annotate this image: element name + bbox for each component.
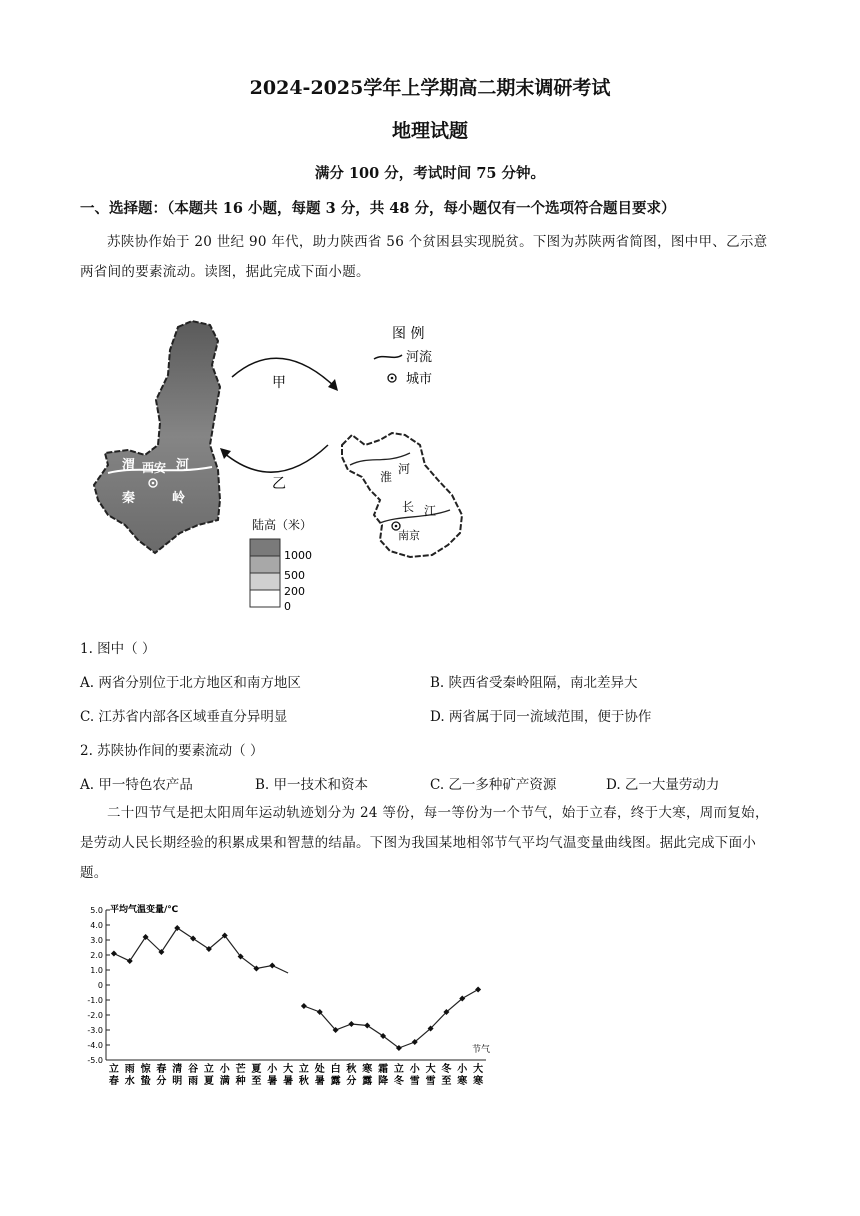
x-tick-label: 暑 (283, 1076, 294, 1087)
x-tick-label: 降 (378, 1076, 389, 1087)
q1-option-b[interactable]: B. 陕西省受秦岭阻隔，南北差异大 (430, 675, 638, 691)
label-jia: 甲 (272, 375, 286, 391)
y-tick-label: -3.0 (87, 1026, 103, 1035)
q2-option-d[interactable]: D. 乙一大量劳动力 (606, 777, 720, 793)
elevation-label-1000: 1000 (284, 549, 312, 562)
x-tick-label: 春 (108, 1076, 119, 1087)
y-tick-label: 2.0 (90, 951, 103, 960)
legend-title: 图 例 (392, 326, 425, 342)
x-tick-label: 暑 (314, 1076, 325, 1087)
x-tick-label: 霜 (378, 1064, 389, 1075)
passage-1: 苏陕协作始于 20 世纪 90 年代，助力陕西省 56 个贫困县实现脱贫。下图为苏陕两省简图，图中甲、乙示意两省间的要素流动。读图，据此完成下面小题。 (80, 234, 768, 280)
map-figure (80, 305, 500, 625)
x-tick-label: 芒 (235, 1064, 246, 1075)
data-point (111, 951, 117, 957)
subject-title: 地理试题 (391, 120, 468, 142)
x-tick-label: 明 (172, 1076, 183, 1087)
section-heading: 一、选择题：（本题共 16 小题，每题 3 分，共 48 分，每小题仅有一个选项符合题目要求） (80, 200, 676, 217)
x-tick-label: 小 (219, 1064, 230, 1075)
x-tick-label: 寒 (473, 1076, 484, 1087)
q2-option-c[interactable]: C. 乙一多种矿产资源 (430, 777, 557, 793)
x-tick-label: 清 (172, 1064, 183, 1075)
x-tick-label: 种 (235, 1076, 246, 1087)
x-tick-label: 水 (124, 1076, 135, 1087)
x-tick-label: 秋 (298, 1076, 309, 1087)
x-tick-label: 满 (219, 1076, 230, 1087)
q2-option-b[interactable]: B. 甲一技术和资本 (255, 777, 369, 793)
passage-2: 二十四节气是把太阳周年运动轨迹划分为 24 等份，每一等份为一个节气，始于立春，终于大寒，周而复始，是劳动人民长期经验的积累成果和智慧的结晶。下图为我国某地相邻节气平均气温变量曲线图。据此完成下面小题。 (80, 805, 769, 881)
y-axis-label: 平均气温变量/℃ (110, 905, 179, 915)
x-tick-label: 露 (330, 1076, 341, 1087)
series-line-2 (304, 990, 478, 1049)
label-chang: 长 (402, 500, 415, 514)
elevation-swatch-0 (250, 590, 280, 607)
legend-city-label: 城市 (406, 372, 433, 387)
q2-option-a[interactable]: A. 甲一特色农产品 (80, 777, 193, 793)
label-wei: 渭 (122, 458, 136, 473)
label-nanjing: 南京 (398, 529, 420, 542)
elevation-label-500: 500 (284, 569, 305, 582)
elevation-label-200: 200 (284, 585, 305, 598)
x-tick-label: 立 (298, 1064, 309, 1075)
page-title: 2024-2025学年上学期高二期末调研考试 (249, 77, 611, 99)
x-tick-label: 雪 (409, 1076, 420, 1087)
legend-river-label: 河流 (406, 350, 433, 365)
x-tick-label: 冬 (441, 1064, 452, 1075)
label-he-shaanxi: 河 (176, 458, 190, 473)
elevation-swatch-500 (250, 556, 280, 573)
y-tick-label: 5.0 (90, 906, 103, 915)
x-tick-label: 小 (457, 1064, 468, 1075)
x-tick-label: 冬 (393, 1076, 404, 1087)
temperature-change-chart (76, 898, 496, 1098)
q1-option-a[interactable]: A. 两省分别位于北方地区和南方地区 (80, 675, 301, 691)
elevation-swatch-200 (250, 573, 280, 590)
arrow-yi (224, 445, 328, 472)
x-tick-label: 白 (330, 1064, 341, 1075)
label-qin: 秦 (122, 491, 136, 506)
x-tick-label: 夏 (251, 1064, 262, 1075)
elevation-label-0: 0 (284, 600, 291, 613)
x-tick-label: 处 (314, 1064, 325, 1075)
x-tick-label: 春 (156, 1064, 167, 1075)
x-tick-label: 分 (156, 1076, 167, 1087)
label-ling: 岭 (172, 491, 186, 506)
y-tick-label: -5.0 (87, 1056, 103, 1065)
y-tick-label: -4.0 (87, 1041, 103, 1050)
label-yi: 乙 (272, 476, 286, 492)
x-tick-label: 谷 (188, 1064, 199, 1075)
y-tick-label: 4.0 (90, 921, 103, 930)
label-jiang: 江 (424, 504, 437, 518)
x-tick-label: 惊 (140, 1064, 151, 1075)
label-huai: 淮 (380, 470, 393, 484)
elevation-swatch-1000 (250, 539, 280, 556)
q2-stem: 2. 苏陕协作间的要素流动（ ） (80, 743, 264, 759)
elevation-legend-title: 陆高（米） (252, 518, 313, 532)
x-tick-label: 雨 (188, 1076, 199, 1087)
x-tick-label: 大 (425, 1064, 436, 1075)
x-tick-label: 立 (203, 1064, 214, 1075)
x-tick-label: 分 (346, 1076, 357, 1087)
x-tick-label: 大 (283, 1064, 294, 1075)
x-tick-label: 夏 (203, 1076, 214, 1087)
x-tick-label: 至 (441, 1076, 452, 1087)
y-tick-label: 1.0 (90, 966, 103, 975)
shaanxi-province-shape (94, 321, 220, 553)
x-axis-label: 节气 (472, 1045, 491, 1055)
x-tick-label: 小 (267, 1064, 278, 1075)
x-tick-label: 立 (393, 1064, 404, 1075)
x-tick-label: 小 (409, 1064, 420, 1075)
exam-info: 满分 100 分，考试时间 75 分钟。 (314, 165, 546, 182)
q1-option-c[interactable]: C. 江苏省内部各区域垂直分异明显 (80, 709, 288, 725)
x-tick-label: 蛰 (140, 1076, 151, 1087)
x-tick-label: 暑 (267, 1076, 278, 1087)
y-tick-label: 0 (97, 981, 103, 990)
y-tick-label: -2.0 (87, 1011, 103, 1020)
data-point (301, 1003, 307, 1009)
q1-option-d[interactable]: D. 两省属于同一流域范围，便于协作 (430, 709, 652, 725)
data-point (475, 987, 481, 993)
x-tick-label: 秋 (346, 1064, 357, 1075)
x-tick-label: 露 (362, 1076, 373, 1087)
x-tick-label: 大 (473, 1064, 484, 1075)
x-tick-label: 寒 (362, 1064, 373, 1075)
legend-river-icon (374, 355, 402, 359)
y-tick-label: -1.0 (87, 996, 103, 1005)
x-tick-label: 立 (108, 1064, 119, 1075)
x-tick-label: 至 (251, 1076, 262, 1087)
q1-stem: 1. 图中（ ） (80, 641, 156, 657)
y-tick-label: 3.0 (90, 936, 103, 945)
data-point (348, 1021, 354, 1027)
data-point (269, 963, 275, 969)
x-tick-label: 寒 (457, 1076, 468, 1087)
label-he-jiangsu: 河 (398, 462, 411, 476)
label-xian: 西安 (142, 461, 167, 475)
x-tick-label: 雨 (124, 1064, 135, 1075)
x-tick-label: 雪 (425, 1076, 436, 1087)
series-line-1 (114, 928, 288, 973)
